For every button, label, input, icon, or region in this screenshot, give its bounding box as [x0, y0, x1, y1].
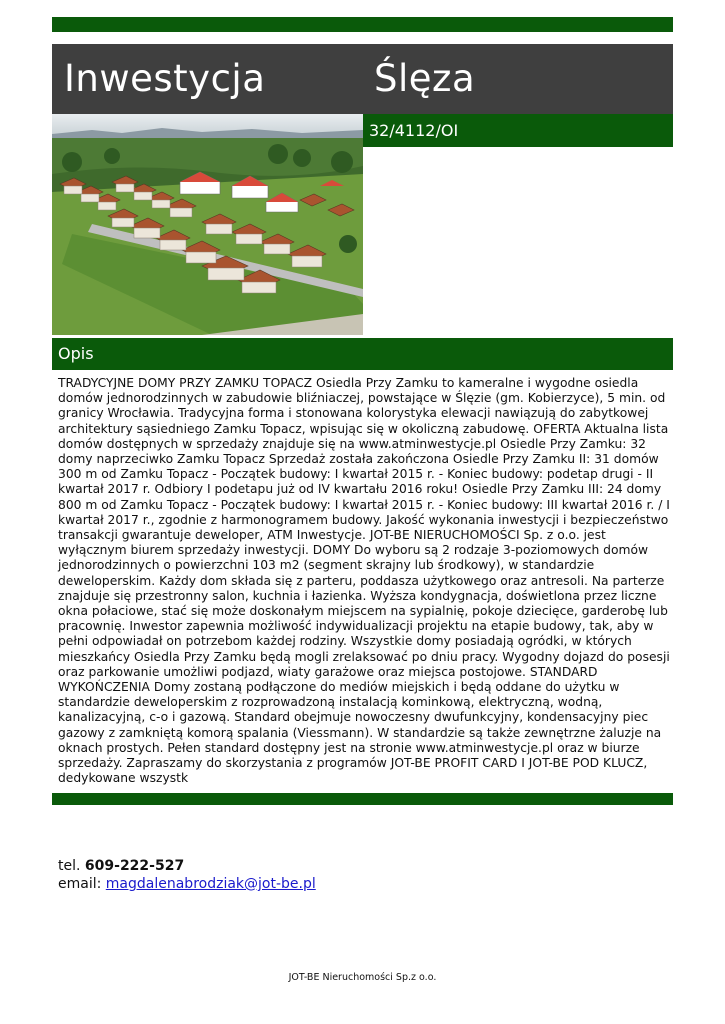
phone-number[interactable]: 609-222-527 — [84, 858, 185, 874]
bottom-accent-bar — [52, 793, 673, 805]
description-section-header — [52, 338, 673, 370]
title-word-location: Ślęza — [374, 57, 476, 100]
top-accent-bar — [52, 17, 673, 32]
phone-line — [58, 857, 316, 875]
email-line — [58, 875, 316, 893]
contact-block — [58, 857, 316, 893]
footer-company: JOT-BE Nieruchomości Sp.z o.o. — [288, 972, 437, 983]
property-photo — [52, 114, 363, 335]
email-link[interactable]: magdalenabrodziak@jot-be.pl — [105, 876, 316, 892]
title-word-investment: Inwestycja — [64, 57, 266, 100]
offer-reference-band — [363, 114, 673, 147]
description-text: TRADYCYJNE DOMY PRZY ZAMKU TOPACZ Osiedla Przy Zamku to kameralne i wygodne osiedla domów jednorodzinnych w zabudowie bliźniaczej, powstające w Ślęzie (gm. Kobierzyce), 5 min. od granicy Wrocławia. Tradycyjna forma i stonowana kolorystyka elewacji nawiązują do zabytkowej architektury sąsiedniego Zamku Topacz, wpisując się w okoliczną zabudowę. OFERTA Aktualna lista domów dostępnych w sprzedaży znajduje się na www.atminwestycje.pl Osiedle Przy Zamku: 32 domy naprzeciwko Zamku Topacz Sprzedaż została zakończona Osiedle Przy Zamku II: 31 domów 300 m od Zamku Topacz - Początek budowy: I kwartał 2015 r. - Koniec budowy: podetap drugi - II kwartał 2017 r. Odbiory I podetapu już od IV kwartału 2016 roku! Osiedle Przy Zamku III: 24 domy 800 m od Zamku Topacz - Początek budowy: I kwartał 2015 r. - Koniec budowy: III kwartał 2016 r. / I kwartał 2017 r., zgodnie z harmonogramem budowy. Jakość wykonania inwestycji i bezpieczeństwo transakcji gwarantuje deweloper, ATM Inwestycje. JOT-BE NIERUCHOMOŚCI Sp. z o.o. jest wyłącznym biurem sprzedaży inwestycji. DOMY Do wyboru są 2 rodzaje 3-poziomowych domów jednorodzinnych o powierzchni 103 m2 (segment skrajny lub środkowy), w standardzie deweloperskim. Każdy dom składa się z parteru, poddasza użytkowego oraz antresoli. Na parterze znajduje się przestronny salon, kuchnia i łazienka. Wyższa kondygnacja, doświetlona przez liczne okna połaciowe, stać się może doskonałym miejscem na sypialnię, pokoje dziecięce, garderobę lub pracownię. Inwestor zapewnia możliwość indywidualizacji projektu na etapie budowy, tak, aby w pełni odpowiadał on potrzebom każdej rodziny. Wszystkie domy posiadają ogródki, w których mieszkańcy Osiedla Przy Zamku będą mogli zrelaksować po dniu pracy. Wygodny dojazd do posesji oraz parkowanie umożliwi podjazd, wiaty garażowe oraz miejsca postojowe. STANDARD WYKOŃCZENIA Domy zostaną podłączone do mediów miejskich i będą oddane do użytku w standardzie deweloperskim z rozprowadzoną instalacją kominkową, elektryczną, wodną, kanalizacyjną, c-o i gazową. Standard obejmuje nowoczesny dwufunkcyjny, kondensacyjny piec gazowy z zamkniętą komorą spalania (Viessmann). W standardzie są także zewnętrzne żaluzje na oknach prostych. Pełen standard dostępny jest na stronie www.atminwestycje.pl oraz w biurze sprzedaży. Zapraszamy do skorzystania z programów JOT-BE PROFIT CARD I JOT-BE POD KLUCZ, dedykowane wszystk — [58, 376, 670, 786]
offer-reference-number: 32/4112/OI — [369, 121, 459, 140]
email-label: email: — [58, 876, 102, 892]
title-band — [52, 44, 673, 114]
phone-label: tel. — [58, 858, 81, 874]
section-title: Opis — [58, 344, 94, 363]
